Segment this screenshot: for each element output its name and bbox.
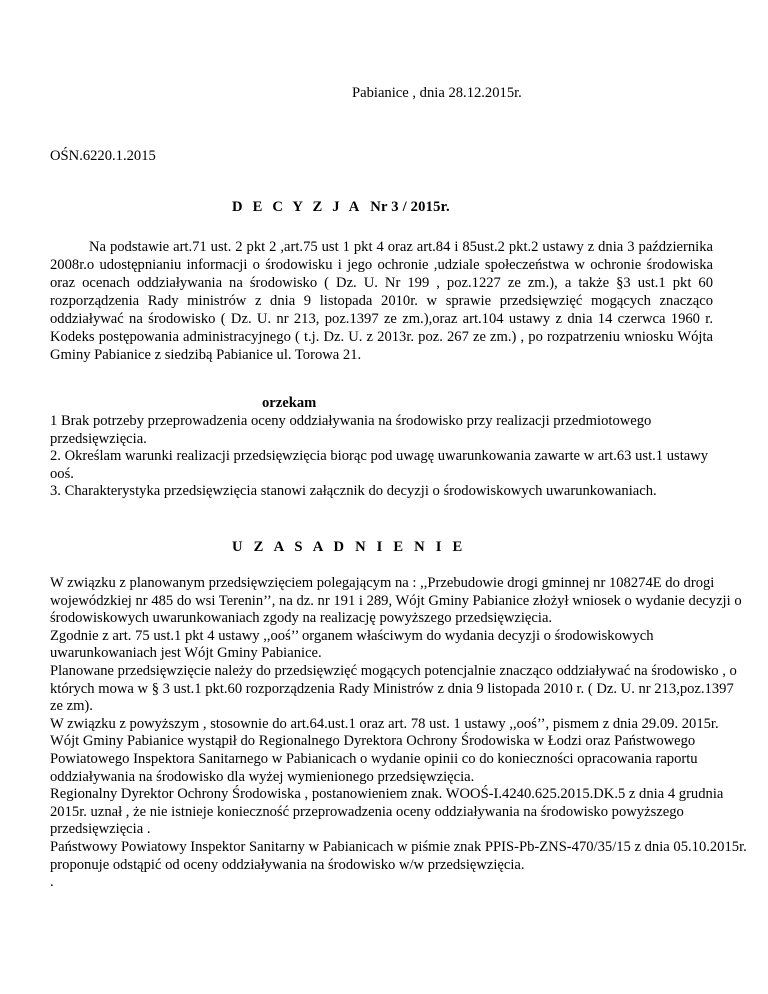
ruling-item: 1 Brak potrzeby przeprowadzenia oceny oddziaływania na środowisko przy realizacji przedmiotowego przedsięwzięcia. [50,413,652,447]
decision-title [232,199,450,217]
justification-paragraph: W związku z planowanym przedsięwzięciem polegającym na : ,,Przebudowie drogi gminnej nr 108274E do drogi wojewódzkiej nr 485 do wsi Terenin’’, na dz. nr 191 i 289, Wójt Gminy Pabianice złożył wniosek o wydanie decyzji o środowiskowych uwarunkowaniach zgody na realizację powyższego przedsięwzięcia. [50,575,742,627]
justification-paragraph: Zgodnie z art. 75 ust.1 pkt 4 ustawy ,,ooś’’ organem właściwym do wydania decyzji o środowiskowych uwarunkowaniach jest Wójt Gminy Pabianice. [50,627,654,662]
decision-number: Nr 3 / 2015r. [370,199,450,215]
case-reference: OŚN.6220.1.2015 [50,148,156,164]
legal-basis-paragraph: Na podstawie art.71 ust. 2 pkt 2 ,art.75 ust 1 pkt 4 oraz art.84 i 85ust.2 pkt.2 ustawy z dnia 3 października 2008r.o udostępnianiu informacji o środowisku i jego ochronie ,udziale społeczeństwa w ochronie środowiska oraz ocenach oddziaływania na środowisko ( Dz. U. Nr 199 , poz.1227 ze zm.), a także §3 ust.1 pkt 60 rozporządzenia Rady ministrów z dnia 9 listopada 2010r. w sprawie przedsięwzięć mogących znacząco oddziaływać na środowisko ( Dz. U. nr 213, poz.1397 ze zm.),oraz art.104 ustawy z dnia 14 czerwca 1960 r. Kodeks postępowania administracyjnego ( t.j. Dz. U. z 2013r. poz. 267 ze zm.) , po rozpatrzeniu wniosku Wójta Gminy Pabianice z siedzibą Pabianice ul. Torowa 21. [50,239,713,363]
justification-paragraph: . [50,874,54,891]
justification-paragraph: Planowane przedsięwzięcie należy do przedsięwzięć mogących potencjalnie znacząco oddziaływać na środowisko , o których mowa w § 3 ust.1 pkt.60 rozporządzenia Rady Ministrów z dnia 9 listopada 2010 r. ( Dz. U. nr 213,poz.1397 ze zm). [50,662,737,715]
place-date: Pabianice , dnia 28.12.2015r. [352,85,522,101]
ruling-item: 2. Określam warunki realizacji przedsięwzięcia biorąc pod uwagę uwarunkowania zawarte w art.63 ust.1 ustawy ooś. [50,448,709,482]
justification-heading: U Z A S A D N I E N I E [232,539,466,555]
ruling-item: 3. Charakterystyka przedsięwzięcia stanowi załącznik do decyzji o środowiskowych uwarunkowaniach. [50,483,657,500]
justification-paragraph: W związku z powyższym , stosownie do art.64.ust.1 oraz art. 78 ust. 1 ustawy ,,ooś’’, pismem z dnia 29.09. 2015r. Wójt Gminy Pabianice wystąpił do Regionalnego Dyrektora Ochrony Środowiska w Łodzi oraz Państwowego Powiatowego Inspektora Sanitarnego w Pabianicach o wydanie opinii co do konieczności opracowania raportu oddziaływania na środowisko dla wyżej wymienionego przedsięwzięcia. [50,715,719,785]
ruling-heading: orzekam [262,395,317,411]
ruling-list [50,413,730,501]
decision-title-word: D E C Y Z J A [232,199,363,215]
justification-paragraph: Państwowy Powiatowy Inspektor Sanitarny w Pabianicach w piśmie znak PPIS-Pb-ZNS-470/35/15 z dnia 05.10.2015r. proponuje odstąpić od oceny oddziaływania na środowisko w/w przedsięwzięcia. [50,838,747,873]
justification-body [50,575,750,892]
justification-paragraph: Regionalny Dyrektor Ochrony Środowiska , postanowieniem znak. WOOŚ-I.4240.625.2015.DK.5 z dnia 4 grudnia 2015r. uznał , że nie istnieje konieczność przeprowadzenia oceny oddziaływania na środowisko powyższego przedsięwzięcia . [50,786,724,838]
